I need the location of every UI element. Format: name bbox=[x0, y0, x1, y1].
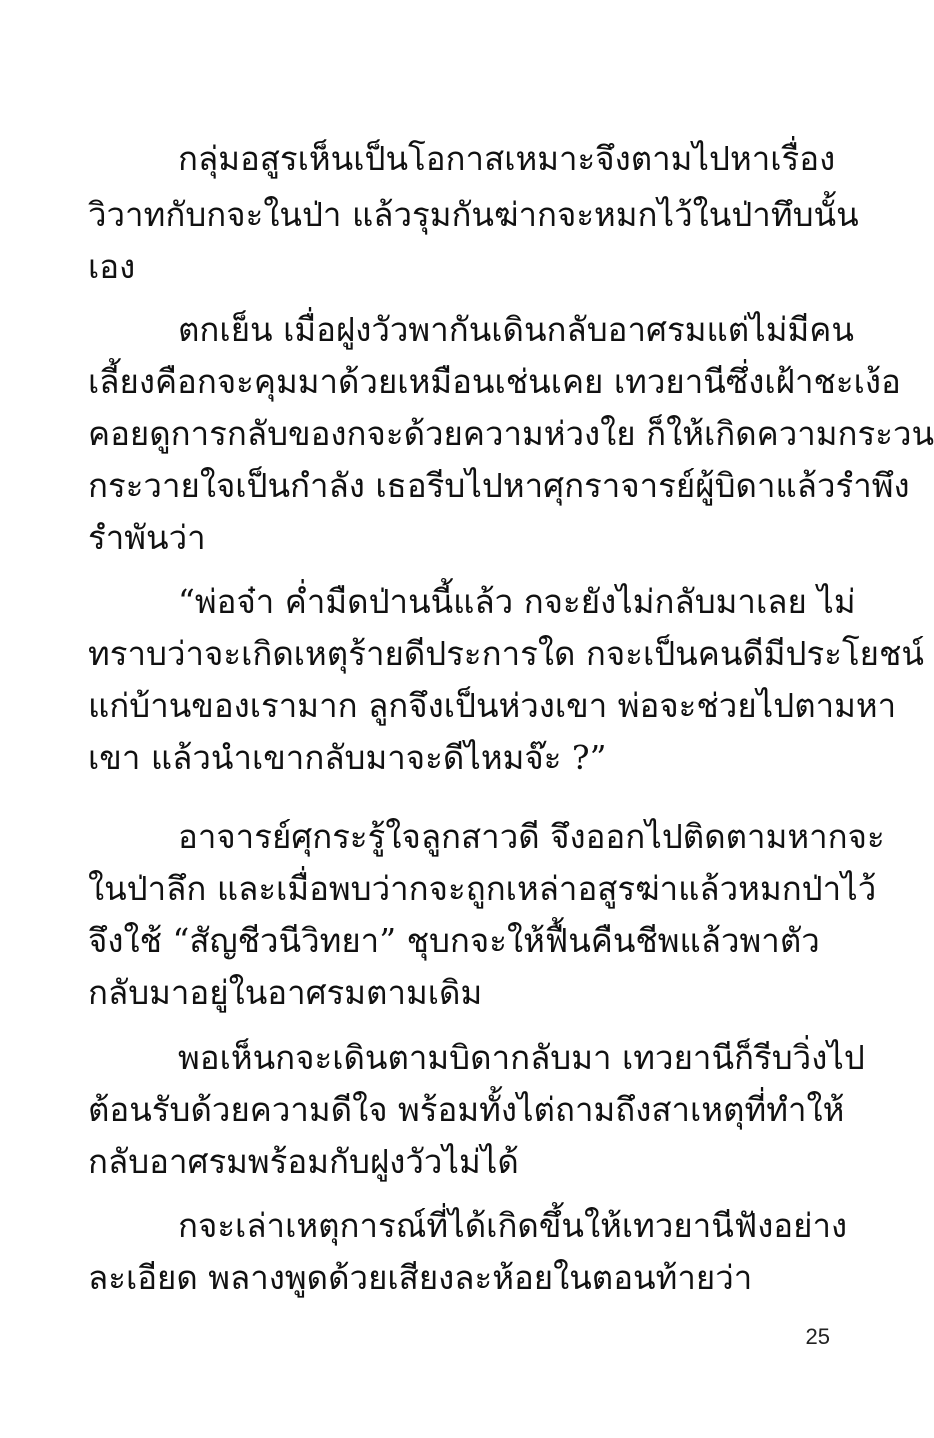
text-line: คอยดูการกลับของกจะด้วยความห่วงใย ก็ให้เกิดความกระวน bbox=[88, 414, 934, 453]
text-line: กลุ่มอสูรเห็นเป็นโอกาสเหมาะจึงตามไปหาเรื่อง bbox=[178, 139, 836, 178]
page-number: 25 bbox=[805, 1324, 830, 1349]
text-line: แก่บ้านของเรามาก ลูกจึงเป็นห่วงเขา พ่อจะช่วยไปตามหา bbox=[88, 686, 897, 725]
text-line: ทราบว่าจะเกิดเหตุร้ายดีประการใด กจะเป็นคนดีมีประโยชน์ bbox=[88, 634, 924, 673]
text-line: ในป่าลึก และเมื่อพบว่ากจะถูกเหล่าอสูรฆ่าแล้วหมกป่าไว้ bbox=[88, 869, 877, 908]
text-line: เขา แล้วนำเขากลับมาจะดีไหมจ๊ะ ?” bbox=[88, 738, 607, 777]
text-line: กลับมาอยู่ในอาศรมตามเดิม bbox=[88, 973, 483, 1012]
text-line: ละเอียด พลางพูดด้วยเสียงละห้อยในตอนท้ายว่า bbox=[88, 1258, 753, 1297]
text-line: อาจารย์ศุกระรู้ใจลูกสาวดี จึงออกไปติดตามหากจะ bbox=[178, 817, 885, 856]
text-line: วิวาทกับกจะในป่า แล้วรุมกันฆ่ากจะหมกไว้ในป่าทึบนั้น bbox=[88, 195, 859, 234]
text-line: ตกเย็น เมื่อฝูงวัวพากันเดินกลับอาศรมแต่ไม่มีคน bbox=[178, 310, 854, 349]
text-line: จึงใช้ “สัญชีวนีวิทยา” ชุบกจะให้ฟื้นคืนชีพแล้วพาตัว bbox=[88, 921, 820, 960]
text-line: เลี้ยงคือกจะคุมมาด้วยเหมือนเช่นเคย เทวยานีซึ่งเฝ้าชะเง้อ bbox=[88, 362, 901, 401]
text-line: พอเห็นกจะเดินตามบิดากลับมา เทวยานีก็รีบวิ่งไป bbox=[178, 1038, 865, 1077]
text-line: ต้อนรับด้วยความดีใจ พร้อมทั้งไต่ถามถึงสาเหตุที่ทำให้ bbox=[88, 1090, 845, 1129]
text-line: เอง bbox=[88, 247, 136, 286]
text-line: กลับอาศรมพร้อมกับฝูงวัวไม่ได้ bbox=[88, 1142, 519, 1181]
text-line: “พ่อจ๋า ค่ำมืดป่านนี้แล้ว กจะยังไม่กลับมาเลย ไม่ bbox=[178, 582, 856, 621]
text-line: รำพันว่า bbox=[88, 518, 206, 557]
text-line: กจะเล่าเหตุการณ์ที่ได้เกิดขึ้นให้เทวยานีฟังอย่าง bbox=[178, 1206, 848, 1245]
text-line: กระวายใจเป็นกำลัง เธอรีบไปหาศุกราจารย์ผู้บิดาแล้วรำพึง bbox=[88, 466, 910, 505]
